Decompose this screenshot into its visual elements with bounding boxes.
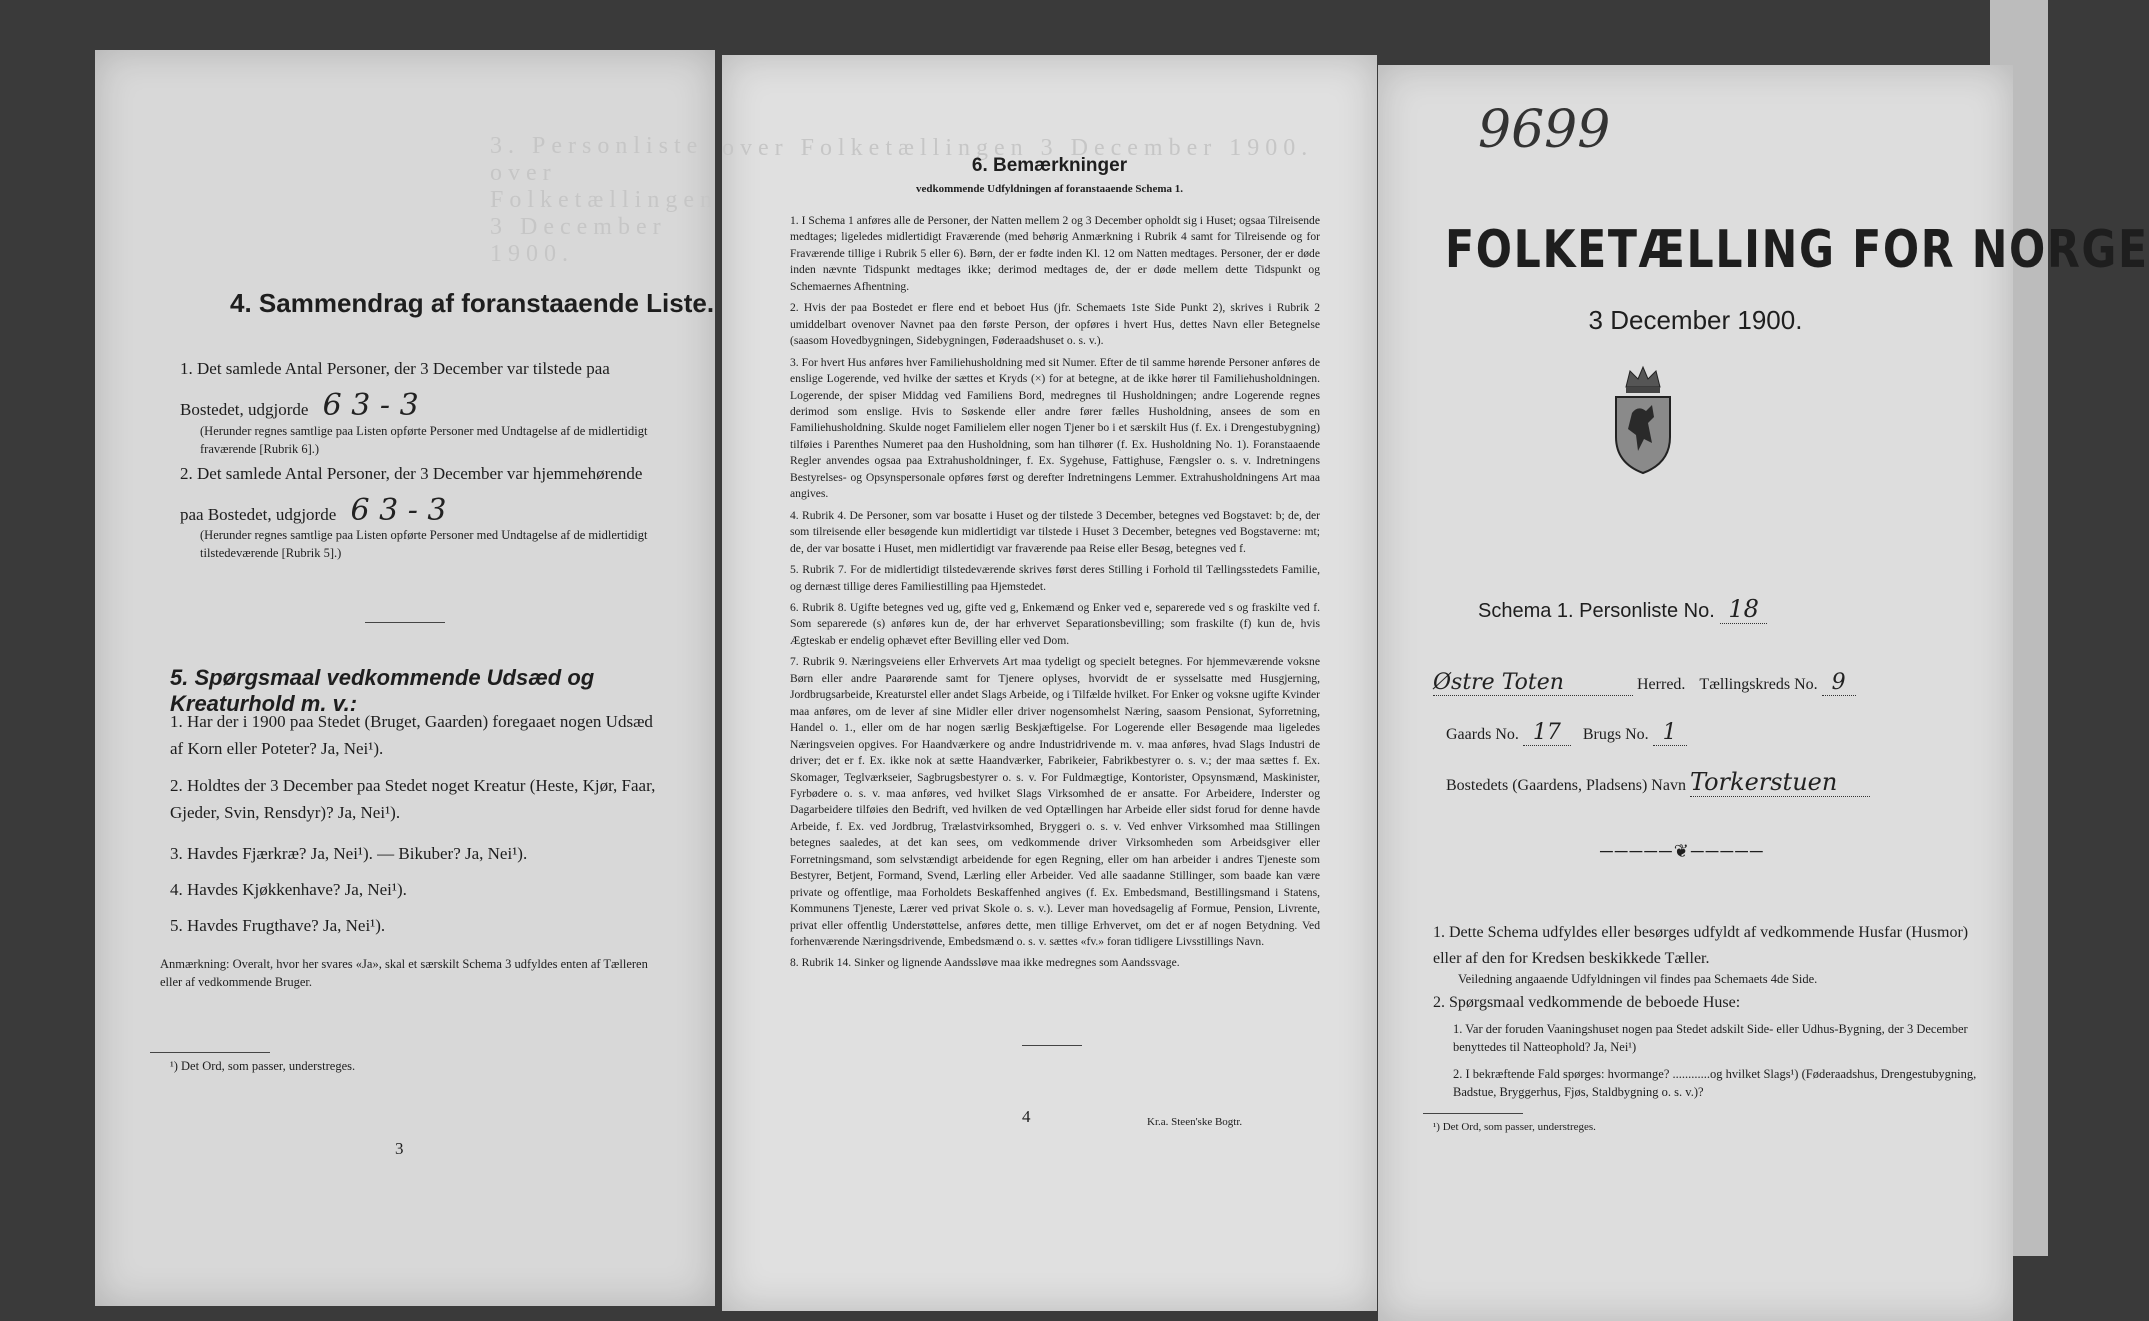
q1-note: (Herunder regnes samtlige paa Listen opførte Personer med Undtagelse af de midlertidigt fraværende [Rubrik 6].) [200, 424, 648, 457]
s5-q5: 5. Havdes Frugthave? Ja, Nei¹). [170, 916, 386, 935]
page-number-middle: 4 [1022, 1107, 1031, 1126]
notes-list [790, 213, 1320, 977]
q1 [180, 355, 670, 430]
footnote-rule [150, 1052, 270, 1053]
section4-title: 4. Sammendrag af foranstaaende Liste. [230, 288, 715, 318]
q2-text: 2. Det samlede Antal Personer, der 3 December var hjemmehørende paa Bostedet, udgjorde [180, 464, 643, 525]
herred-label: Herred. [1637, 676, 1686, 693]
ghost-header-middle: over Folketællingen 3 December 1900. [722, 135, 1314, 161]
instruction-2-1: 1. Var der foruden Vaaningshuset nogen paa Stedet adskilt Side- eller Udhus-Bygning, der 3 December benyttedes til Natteophold? Ja, Nei¹) [1453, 1022, 1968, 1055]
footnote-rule-right [1423, 1113, 1523, 1114]
middle-page [722, 55, 1377, 1311]
q2-value: 6 3 - 3 [350, 493, 447, 529]
bosted-value: Torkerstuen [1690, 768, 1870, 797]
s5-q2: 2. Holdtes der 3 December paa Stedet noget Kreatur (Heste, Kjør, Faar, Gjeder, Svin, Rensdyr)? Ja, Nei¹). [170, 776, 656, 823]
instruction-1: 1. Dette Schema udfyldes eller besørges udfyldt af vedkommende Husfar (Husmor) eller af den for Kredsen beskikkede Tæller. [1433, 924, 1969, 967]
page-number: 3 [395, 1139, 404, 1158]
schema-line [1478, 595, 1767, 623]
left-page [95, 50, 718, 1306]
brugs-value: 1 [1653, 720, 1687, 746]
s5-q4: 4. Havdes Kjøkkenhave? Ja, Nei¹). [170, 880, 407, 899]
herred-value: Østre Toten [1433, 670, 1633, 696]
coat-of-arms-icon [1608, 365, 1678, 475]
note-item: 7. Rubrik 9. Næringsveiens eller Erhvervets Art maa tydeligt og specielt betegnes. For hjemmeværende voksne Børn eller andre Paarørende samt for Tjenere oplyses, hvorvidt de er sysselsatte med Husgjerning, Jordbrugsarbeide, Kreaturstel eller andet Slags Arbeide, og i Tilfælde hvilket. For Enker og voksne ugifte Kvinder maa anføres, om de lever af sine Midler eller driver nogensomhelst Næring, saasom Pensionat, Syforretning, Handel o. 1., eller om de har nogen særlig Beskjæftigelse. For Logerende eller Besøgende maa ligeledes Næringsveien opgives. For Haandværkere og andre Industridrivende m. v. maa anføres, hvad Slags Industri de driver; det er f. Ex. ikke nok at sætte Haandværker, Fabrikeier, Fabrikbestyrer o. s. v.; der maa sættes f. Ex. Skomager, Teglværkseier, Sagbrugsbestyrer o. s. v. For Fuldmægtige, Kontorister, Opsynsmænd, Maskinister, Fyrbødere o. s. v. maa anføres, ved hvilket Slags Virksomhed de er ansatte. For Arbeidere, Inderster og Dagarbeidere tilføies den Bedrift, ved hvilken de ved Optællingen har Arbeide eller sidst forud for denne havde Arbeide, f. Ex. ved Jordbrug, Trælastvirksomhed, Bryggeri o. s. v. Ved enhver Virksomhed maa Stillingen betegnes saaledes, at det kan sees, om vedkommende driver Virksomheden som Arbeidsgiver eller Forretningsmand, som selvstændigt arbeidende for egen Regning, eller om han arbeider i andres Tjeneste som Bestyrer, Betjent, Formand, Svend, Lærling eller Arbeider. Ved alle saadanne Stillinger, som baade kan være private og offentlige, maa Forholdets Beskaffenhed angives (f. Ex. Embedsmand, Bestillingsmand i Statens, Kommunens Tjeneste, Lærer ved privat Skole o. s. v.). Lever man hovedsagelig af Formue, Pension, Livrente, privat eller offentlig Understøttelse, anføres dette, men tillige Erhvervet, om det er af nogen Betydning. Ved forhenværende Næringsdrivende, Embedsmænd o. s. v. sættes «fv.» foran tidligere Livsstillings Navn. [790, 655, 1320, 949]
gaards-label: Gaards No. [1446, 726, 1519, 743]
instruction-1-note: Veiledning angaaende Udfyldningen vil findes paa Schemaets 4de Side. [1458, 972, 1818, 986]
q2 [180, 460, 670, 535]
instruction-2-2: 2. I bekræftende Fald spørges: hvormange? ............og hvilket Slags¹) (Føderaadshus, Drengestubygning, Badstue, Bryggerhus, Fjøs, Staldbygning o. s. v.)? [1453, 1067, 1977, 1100]
s5-q3: 3. Havdes Fjærkræ? Ja, Nei¹). — Bikuber? Ja, Nei¹). [170, 844, 528, 863]
footnote-right: ¹) Det Ord, som passer, understreges. [1433, 1121, 1596, 1133]
bosted-line [1446, 768, 1870, 797]
gaards-line [1446, 720, 1687, 745]
note-item: 4. Rubrik 4. De Personer, som var bosatte i Huset og der tilstede 3 December, betegnes ved Bogstavet: b; de, der som tilreisende eller besøgende kun midlertidigt var tilstede i Huset 3 December, betegnes ved Bogstaverne: mt; de, der var bosatte i Huset, men midlertidigt var fraværende paa Reise eller Besøg, betegnes ved f. [790, 508, 1320, 555]
note-item: 3. For hvert Hus anføres hver Familiehusholdning med sit Numer. Efter de til samme hørende Personer anføres de enslige Logerende, ved hvilke der sættes et Kryds (×) for at betegne, at de ikke hører til Familiehusholdningen. Logerende, der spiser Middag ved Familiens Bord, medregnes til Husholdningen; andre Logerende regnes derimod som enslige. Hvis to Søskende eller andre fører fælles Husholdning, ansees de som en Familiehusholdning. Skulde noget Familielem eller nogen Tjener bo i et særskilt Hus (f. Ex. i Drengestubygning) tilføies i Parenthes Numeret paa den Husholdning, som han tilhører (f. Ex. Husholdning No. 1). Foranstaaende Regler anvendes ogsaa paa Extrahusholdninger, f. Ex. Sygehuse, Fattighuse, Fængsler o. s. v. Indretningens Bestyrelses- og Opsynspersonale opføres først og derefter Indretningens Lemmer. Extrahusholdningens Art maa angives. [790, 355, 1320, 501]
right-page [1378, 65, 2149, 1321]
ghost-header: 3. Personliste over Folketællingen 3 December 1900. [490, 133, 718, 267]
q1-text: 1. Det samlede Antal Personer, der 3 December var tilstede paa Bostedet, udgjorde [180, 359, 610, 420]
note-item: 1. I Schema 1 anføres alle de Personer, der Natten mellem 2 og 3 December opholdt sig i Huset; ogsaa Tilreisende medtages; ligeledes midlertidigt Fraværende (med behørig Anmærkning i Rubrik 4 samt for Tilreisende og for Fraværende tillige i Rubrik 5 eller 6). Børn, der er fødte inden Kl. 12 om Natten medtages. Personer, der er døde inden nævnte Tidspunkt medtages ikke; derimod medtages de, der er døde mellem dette Tidspunkt og Schemaernes Afhentning. [790, 214, 1320, 293]
note-item: 5. Rubrik 7. For de midlertidigt tilstedeværende skrives først deres Stilling i Forhold til Tællingsstedets Familie, og dernæst tillige deres Familiestilling paa Hjemstedet. [790, 563, 1320, 593]
census-date: 3 December 1900. [1588, 305, 1803, 335]
krets-label: Tællingskreds No. [1699, 676, 1818, 693]
ornament-divider: ─────❦───── [1600, 841, 1765, 861]
q1-value: 6 3 - 3 [322, 388, 419, 424]
remark: Anmærkning: Overalt, hvor her svares «Ja», skal et særskilt Schema 3 udfyldes enten af Tælleren eller af vedkommende Bruger. [160, 957, 648, 990]
notes-title: 6. Bemærkninger [971, 155, 1128, 176]
q2-note: (Herunder regnes samtlige paa Listen opførte Personer med Undtagelse af de midlertidigt tilstedeværende [Rubrik 5].) [200, 528, 648, 561]
main-title: FOLKETÆLLING FOR NORGE [1445, 220, 2149, 280]
schema-label: Schema 1. Personliste No. [1478, 600, 1715, 622]
notes-subtitle: vedkommende Udfyldningen af foranstaaende Schema 1. [915, 183, 1184, 195]
schema-number: 18 [1720, 595, 1767, 624]
instruction-2: 2. Spørgsmaal vedkommende de beboede Huse: [1433, 994, 1741, 1011]
krets-value: 9 [1822, 670, 1856, 696]
printer-mark: Kr.a. Steen'ske Bogtr. [1147, 1116, 1243, 1128]
bosted-label: Bostedets (Gaardens, Pladsens) Navn [1446, 777, 1686, 794]
brugs-label: Brugs No. [1582, 726, 1649, 743]
note-item: 6. Rubrik 8. Ugifte betegnes ved ug, gifte ved g, Enkemænd og Enker ved e, separerede ved s og fraskilte ved f. Som separerede (s) anføres kun de, der har erhvervet Separationsbevilling; som fraskilte (f) kun de, hvis Ægteskab er endelig ophævet efter Bevilling eller ved Dom. [790, 600, 1320, 647]
s5-q1: 1. Har der i 1900 paa Stedet (Bruget, Gaarden) foregaaet nogen Udsæd af Korn eller Poteter? Ja, Nei¹). [170, 712, 653, 759]
note-item: 2. Hvis der paa Bostedet er flere end et beboet Hus (jfr. Schemaets 1ste Side Punkt 2), skrives i Rubrik 2 umiddelbart ovenover Navnet paa den første Person, der opføres i hvert Hus, dettes Navn eller Betegnelse (saasom Hovedbygningen, Sidebygningen, Føderaadshuset o. s. v.). [790, 301, 1320, 348]
notes-end-rule [1022, 1045, 1082, 1046]
archive-number: 9699 [1478, 100, 1611, 160]
divider [365, 622, 445, 623]
gaards-value: 17 [1523, 720, 1571, 746]
herred-line [1433, 670, 1993, 696]
note-item: 8. Rubrik 14. Sinker og lignende Aandssløve maa ikke medregnes som Aandssvage. [790, 956, 1180, 970]
section5-title: 5. Spørgsmaal vedkommende Udsæd og Kreaturhold m. v.: [170, 665, 595, 716]
footnote: ¹) Det Ord, som passer, understreges. [170, 1059, 356, 1073]
